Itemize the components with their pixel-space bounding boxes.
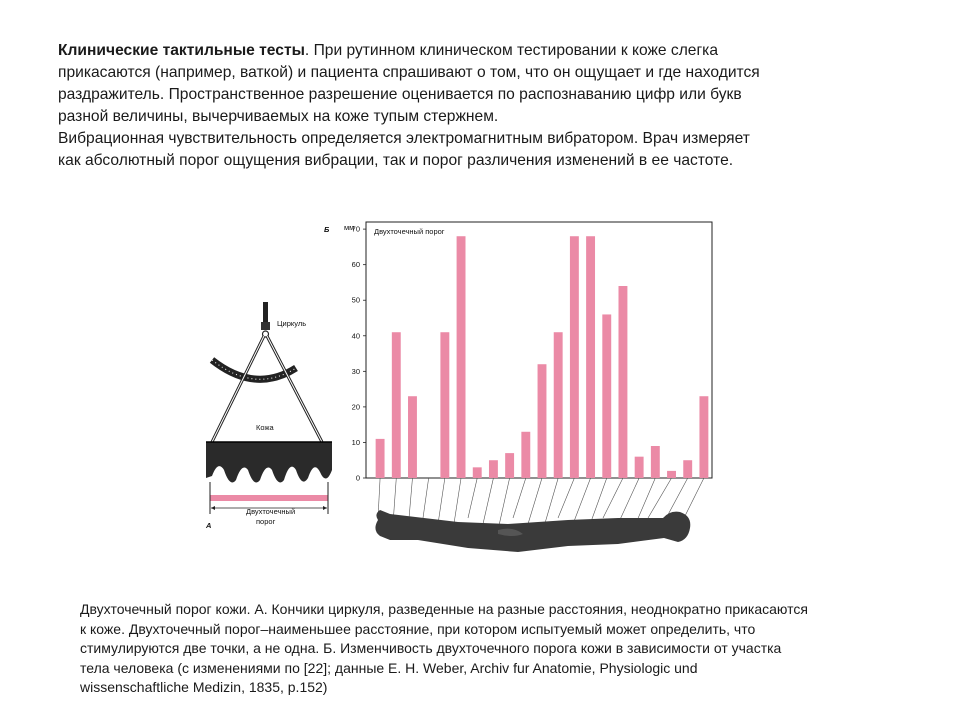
caption-line-2: к коже. Двухточечный порог–наименьшее расстояние, при котором испытуемый может определить, что (80, 620, 756, 637)
y-tick-label: 50 (351, 295, 360, 305)
bar (651, 446, 660, 478)
pointer-line (513, 478, 526, 518)
intro-text (58, 40, 918, 172)
skin-layer (206, 442, 332, 482)
y-tick-label: 20 (351, 402, 360, 412)
panel-letter-a: А (206, 521, 212, 530)
pointer-line (648, 478, 672, 518)
pointer-line (468, 478, 477, 518)
bar (505, 453, 514, 478)
bar (376, 439, 385, 478)
bar (489, 460, 498, 478)
intro-line-3: раздражитель. Пространственное разрешение оценивается по распознаванию цифр или букв (58, 86, 742, 103)
intro-line-2: прикасаются (например, ваткой) и пациента спрашивают о том, что он ощущает и где находится (58, 64, 760, 81)
bar (619, 286, 628, 478)
y-tick-label: 0 (355, 473, 360, 483)
pointer-line (603, 478, 623, 518)
caption-line-5: wissenschaftliche Medizin, 1835, p.152) (80, 679, 328, 695)
bar (570, 236, 579, 478)
pointer-line (528, 478, 542, 524)
y-tick-label: 10 (351, 437, 360, 447)
intro-line-6: как абсолютный порог ощущения вибрации, так и порог различения изменений в ее частоте. (58, 152, 734, 169)
threshold-label-1: Двухточечный (246, 507, 296, 516)
bar (667, 471, 676, 478)
y-unit-label: мм (344, 223, 355, 232)
bar (586, 236, 595, 478)
pointer-line (618, 478, 639, 524)
bar (392, 332, 401, 478)
bar (635, 457, 644, 478)
bar (554, 332, 563, 478)
compass-label: Циркуль (277, 319, 307, 328)
y-tick-label: 40 (351, 331, 360, 341)
bar (457, 236, 466, 478)
pointer-line (498, 478, 510, 530)
bar (683, 460, 692, 478)
pointer-line (423, 478, 429, 518)
bar (440, 332, 449, 478)
bar (408, 396, 417, 478)
pointer-line (438, 478, 445, 524)
pointer-line (558, 478, 574, 518)
intro-line-1 (58, 40, 918, 62)
caption-line-4: тела человека (с изменениями по [22]; данные Е. Н. Weber, Archiv fur Anatomie, Physiologic und (80, 659, 698, 676)
figure-b-chart (318, 218, 718, 568)
bar (521, 432, 530, 478)
skin-label: Кожа (256, 423, 274, 432)
y-tick-label: 60 (351, 260, 360, 270)
panel-letter-b: Б (324, 225, 330, 234)
chart-layer (324, 222, 712, 530)
figure-caption (80, 600, 900, 698)
intro-line-5: Вибрационная чувствительность определяется электромагнитным вибратором. Врач измеряет (58, 130, 750, 147)
y-tick-label: 70 (351, 224, 360, 234)
intro-line-4: разной величины, вычерчиваемых на коже тупым стержнем. (58, 108, 499, 125)
intro-line-1-rest: . При рутинном клиническом тестировании к коже слегка (304, 42, 718, 59)
pointer-line (483, 478, 493, 524)
threshold-bar (210, 495, 328, 501)
bar (473, 467, 482, 478)
caption-line-3: стимулируются две точки, а не одна. Б. Изменчивость двухточечного порога кожи в зависимости от участка (80, 640, 782, 656)
bar (699, 396, 708, 478)
intro-bold-lead: Клинические тактильные тесты (58, 42, 305, 59)
y-tick-label: 30 (351, 366, 360, 376)
chart-title: Двухточечный порог (374, 227, 445, 236)
caption-line-1: Двухточечный порог кожи. А. Кончики циркуля, разведенные на разные расстояния, неоднократно прикасаются (80, 601, 808, 617)
pointer-line (573, 478, 591, 524)
threshold-label-2: порог (256, 517, 276, 526)
compass-handle (263, 302, 268, 324)
bar (602, 314, 611, 478)
body-silhouette (375, 510, 690, 552)
bar (538, 364, 547, 478)
